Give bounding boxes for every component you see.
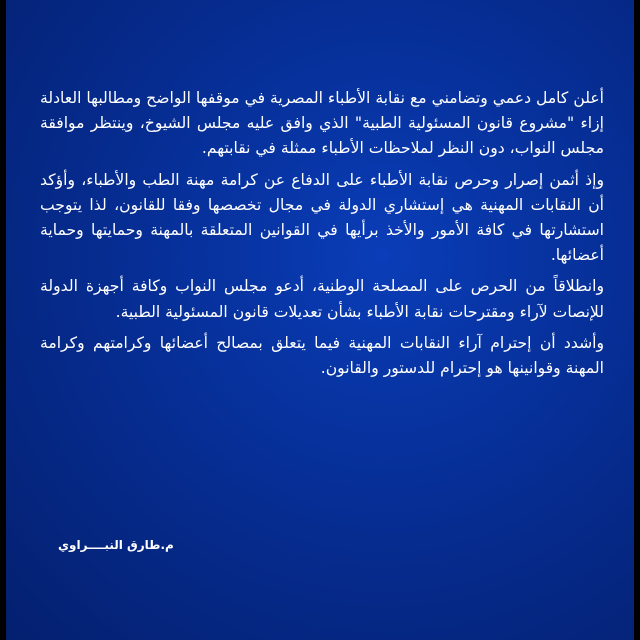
paragraph-appreciation: وإذ أثمن إصرار وحرص نقابة الأطباء على الدفاع عن كرامة مهنة الطب والأطباء، وأؤكد أن النقابات المهنية هي إستشاري الدولة في مجال تخصصها وفقا للقانون، لذا يتوجب استشارتها في كافة الأمور والأخذ برأيها في القوانين المتعلقة بالمهنة وحمايتها وحماية أعضائها.	[40, 170, 604, 265]
left-border	[0, 0, 6, 640]
right-border	[634, 0, 640, 640]
paragraph-call: وانطلاقاً من الحرص على المصلحة الوطنية، أدعو مجلس النواب وكافة أجهزة الدولة للإنصات لآراء ومقترحات نقابة الأطباء بشأن تعديلات قانون المسئولية الطبية.	[40, 277, 604, 321]
paragraph-emphasis: وأشدد أن إحترام آراء النقابات المهنية فيما يتعلق بمصالح أعضائها وكرامتهم وكرامة المهنة وقوانينها هو إحترام للدستور والقانون.	[40, 333, 604, 378]
paragraph-support: أعلن كامل دعمي وتضامني مع نقابة الأطباء المصرية في موقفها الواضح ومطالبها العادلة إزاء "مشروع قانون المسئولية الطبية" الذي وافق عليه مجلس الشيوخ، وينتظر موافقة مجلس النواب، دون النظر لملاحظات الأطباء ممثلة في نقابتهم.	[40, 89, 604, 158]
statement-body	[40, 86, 604, 387]
signature: م.طارق النبــــراوي	[58, 538, 174, 552]
